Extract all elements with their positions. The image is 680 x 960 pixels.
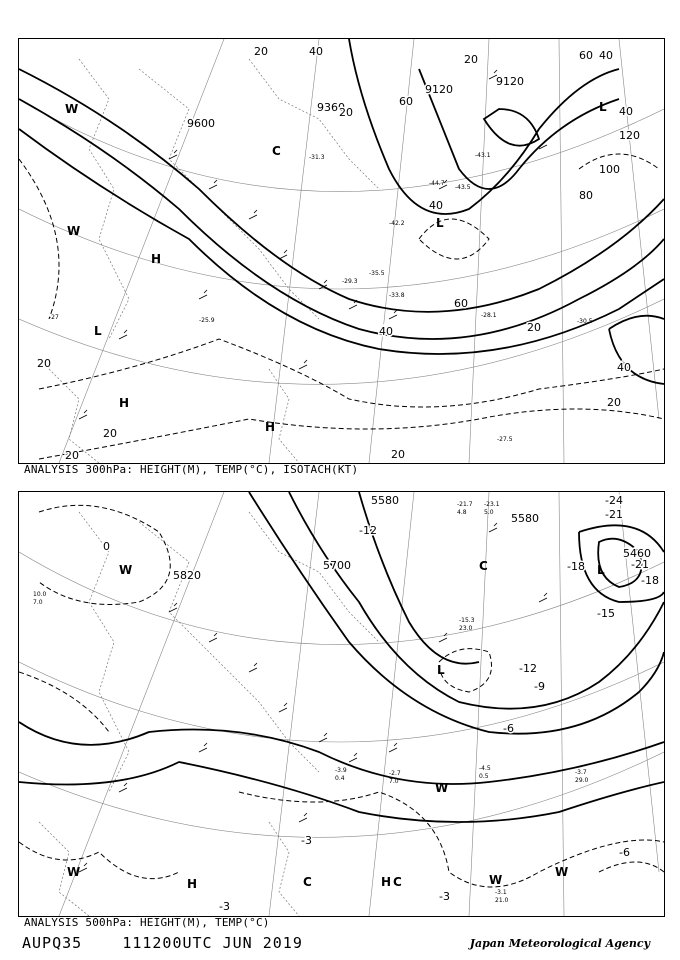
isotach-label: 20 — [527, 321, 541, 334]
chart-300hpa-map — [19, 39, 664, 463]
height-label: 5580 — [511, 512, 539, 525]
height-label: 5460 — [623, 547, 651, 560]
temp-contour-label: -6 — [619, 846, 630, 859]
valid-time: 111200UTC JUN 2019 — [122, 934, 303, 952]
temp-contour-label: -15 — [597, 607, 615, 620]
temp-value: -30.5 — [577, 318, 593, 325]
temp-contour-label: -18 — [641, 574, 659, 587]
isotach-label: 20 — [37, 357, 51, 370]
height-label: 5580 — [371, 494, 399, 507]
height-label: 9120 — [425, 83, 453, 96]
isotachs-300 — [19, 154, 664, 459]
height-label: 5820 — [173, 569, 201, 582]
warm-center: W — [65, 102, 79, 116]
temp-contour-label: -18 — [567, 560, 585, 573]
station-temp: -23.1 — [484, 501, 500, 508]
isotach-label: 40 — [617, 361, 631, 374]
warm-center: W — [555, 865, 569, 879]
station-dewpoint: 5.0 — [484, 509, 494, 516]
high-center: H — [119, 396, 130, 410]
isotach-label: 20 — [391, 448, 405, 461]
isotach-label: 60 — [579, 49, 593, 62]
temp-value: -35.5 — [369, 270, 385, 277]
warm-center: W — [119, 563, 133, 577]
height-label: 9120 — [496, 75, 524, 88]
height-label: 5700 — [323, 559, 351, 572]
isotach-label: 100 — [599, 163, 620, 176]
height-label: 9600 — [187, 117, 215, 130]
chart-500hpa-map — [19, 492, 664, 916]
low-center: L — [597, 563, 605, 577]
temp-value: -25.9 — [199, 317, 215, 324]
station-temp: 10.0 — [33, 591, 47, 598]
isotach-label: 40 — [619, 105, 633, 118]
high-center: H — [187, 877, 198, 891]
temp-value: -43.5 — [455, 184, 471, 191]
low-center: L — [94, 324, 102, 338]
temp-value: -27.5 — [497, 436, 513, 443]
warm-center: W — [489, 873, 503, 887]
temp-contour-label: 0 — [103, 540, 110, 553]
isotach-label: 20 — [65, 449, 79, 462]
isotach-label: 40 — [309, 45, 323, 58]
station-dewpoint: 0.5 — [479, 773, 489, 780]
station-temp: -3.7 — [575, 769, 587, 776]
station-dewpoint: 29.0 — [575, 777, 589, 784]
temp-value: -31.3 — [309, 154, 325, 161]
isotach-label: 20 — [339, 106, 353, 119]
temp-contour-label: -12 — [519, 662, 537, 675]
temp-contour-label: -3 — [439, 890, 450, 903]
caption-500hpa: ANALYSIS 500hPa: HEIGHT(M), TEMP(°C) — [24, 916, 270, 929]
isotach-label: 60 — [399, 95, 413, 108]
chart-500hpa — [18, 491, 665, 917]
low-center: L — [599, 100, 607, 114]
cold-center: C — [479, 559, 488, 573]
product-code: AUPQ35 — [22, 934, 83, 952]
isotach-label: 40 — [599, 49, 613, 62]
caption-300hpa: ANALYSIS 300hPa: HEIGHT(M), TEMP(°C), ISOTACH(KT) — [24, 463, 359, 476]
temp-value: -27 — [49, 314, 59, 321]
product-line — [22, 934, 303, 952]
station-dewpoint: 0.4 — [335, 775, 345, 782]
high-center: H — [381, 875, 392, 889]
height-label: 9360 — [317, 101, 345, 114]
isotach-label: 20 — [607, 396, 621, 409]
low-center: L — [437, 663, 445, 677]
station-temp: -3.1 — [495, 889, 507, 896]
cold-center: C — [303, 875, 312, 889]
high-center: H — [265, 420, 276, 434]
isotach-label: 20 — [464, 53, 478, 66]
temp-contour-label: -12 — [359, 524, 377, 537]
temp-value: -33.8 — [389, 292, 405, 299]
station-temp: -2.7 — [389, 770, 401, 777]
warm-center: W — [67, 865, 81, 879]
cold-center: C — [272, 144, 281, 158]
temp-contour-label: -21 — [605, 508, 623, 521]
low-center: L — [436, 216, 444, 230]
isotach-label: 80 — [579, 189, 593, 202]
warm-center: W — [67, 224, 81, 238]
temp-value: -29.3 — [342, 278, 358, 285]
temp-contour-label: -3 — [219, 900, 230, 913]
height-contours-300 — [19, 39, 664, 384]
temp-contour-label: -6 — [503, 722, 514, 735]
station-temp: -21.7 — [457, 501, 473, 508]
isotach-label: 20 — [103, 427, 117, 440]
station-temp: -4.5 — [479, 765, 491, 772]
station-temp: -15.3 — [459, 617, 475, 624]
cold-center: C — [393, 875, 402, 889]
agency-credit: Japan Meteorological Agency — [469, 937, 650, 950]
temp-contour-label: -21 — [631, 558, 649, 571]
station-temp: -3.9 — [335, 767, 347, 774]
station-dewpoint: 23.0 — [459, 625, 473, 632]
isotach-label: 120 — [619, 129, 640, 142]
station-dewpoint: 7.0 — [389, 778, 399, 785]
station-dewpoint: 4.8 — [457, 509, 467, 516]
chart-300hpa — [18, 38, 665, 464]
temp-value: -28.1 — [481, 312, 497, 319]
station-dewpoint: 7.0 — [33, 599, 43, 606]
graticule-500 — [19, 492, 664, 916]
temp-value: -42.2 — [389, 220, 405, 227]
high-center: H — [151, 252, 162, 266]
temp-value: -44.7 — [429, 180, 445, 187]
warm-center: W — [435, 781, 449, 795]
station-dewpoint: 21.0 — [495, 897, 509, 904]
isotach-label: 20 — [254, 45, 268, 58]
isotach-label: 40 — [379, 325, 393, 338]
temp-contour-label: -24 — [605, 494, 623, 507]
isotach-label: 60 — [454, 297, 468, 310]
temp-contour-label: -3 — [301, 834, 312, 847]
isotach-label: 40 — [429, 199, 443, 212]
temp-value: -43.1 — [475, 152, 491, 159]
temp-contour-label: -9 — [534, 680, 545, 693]
